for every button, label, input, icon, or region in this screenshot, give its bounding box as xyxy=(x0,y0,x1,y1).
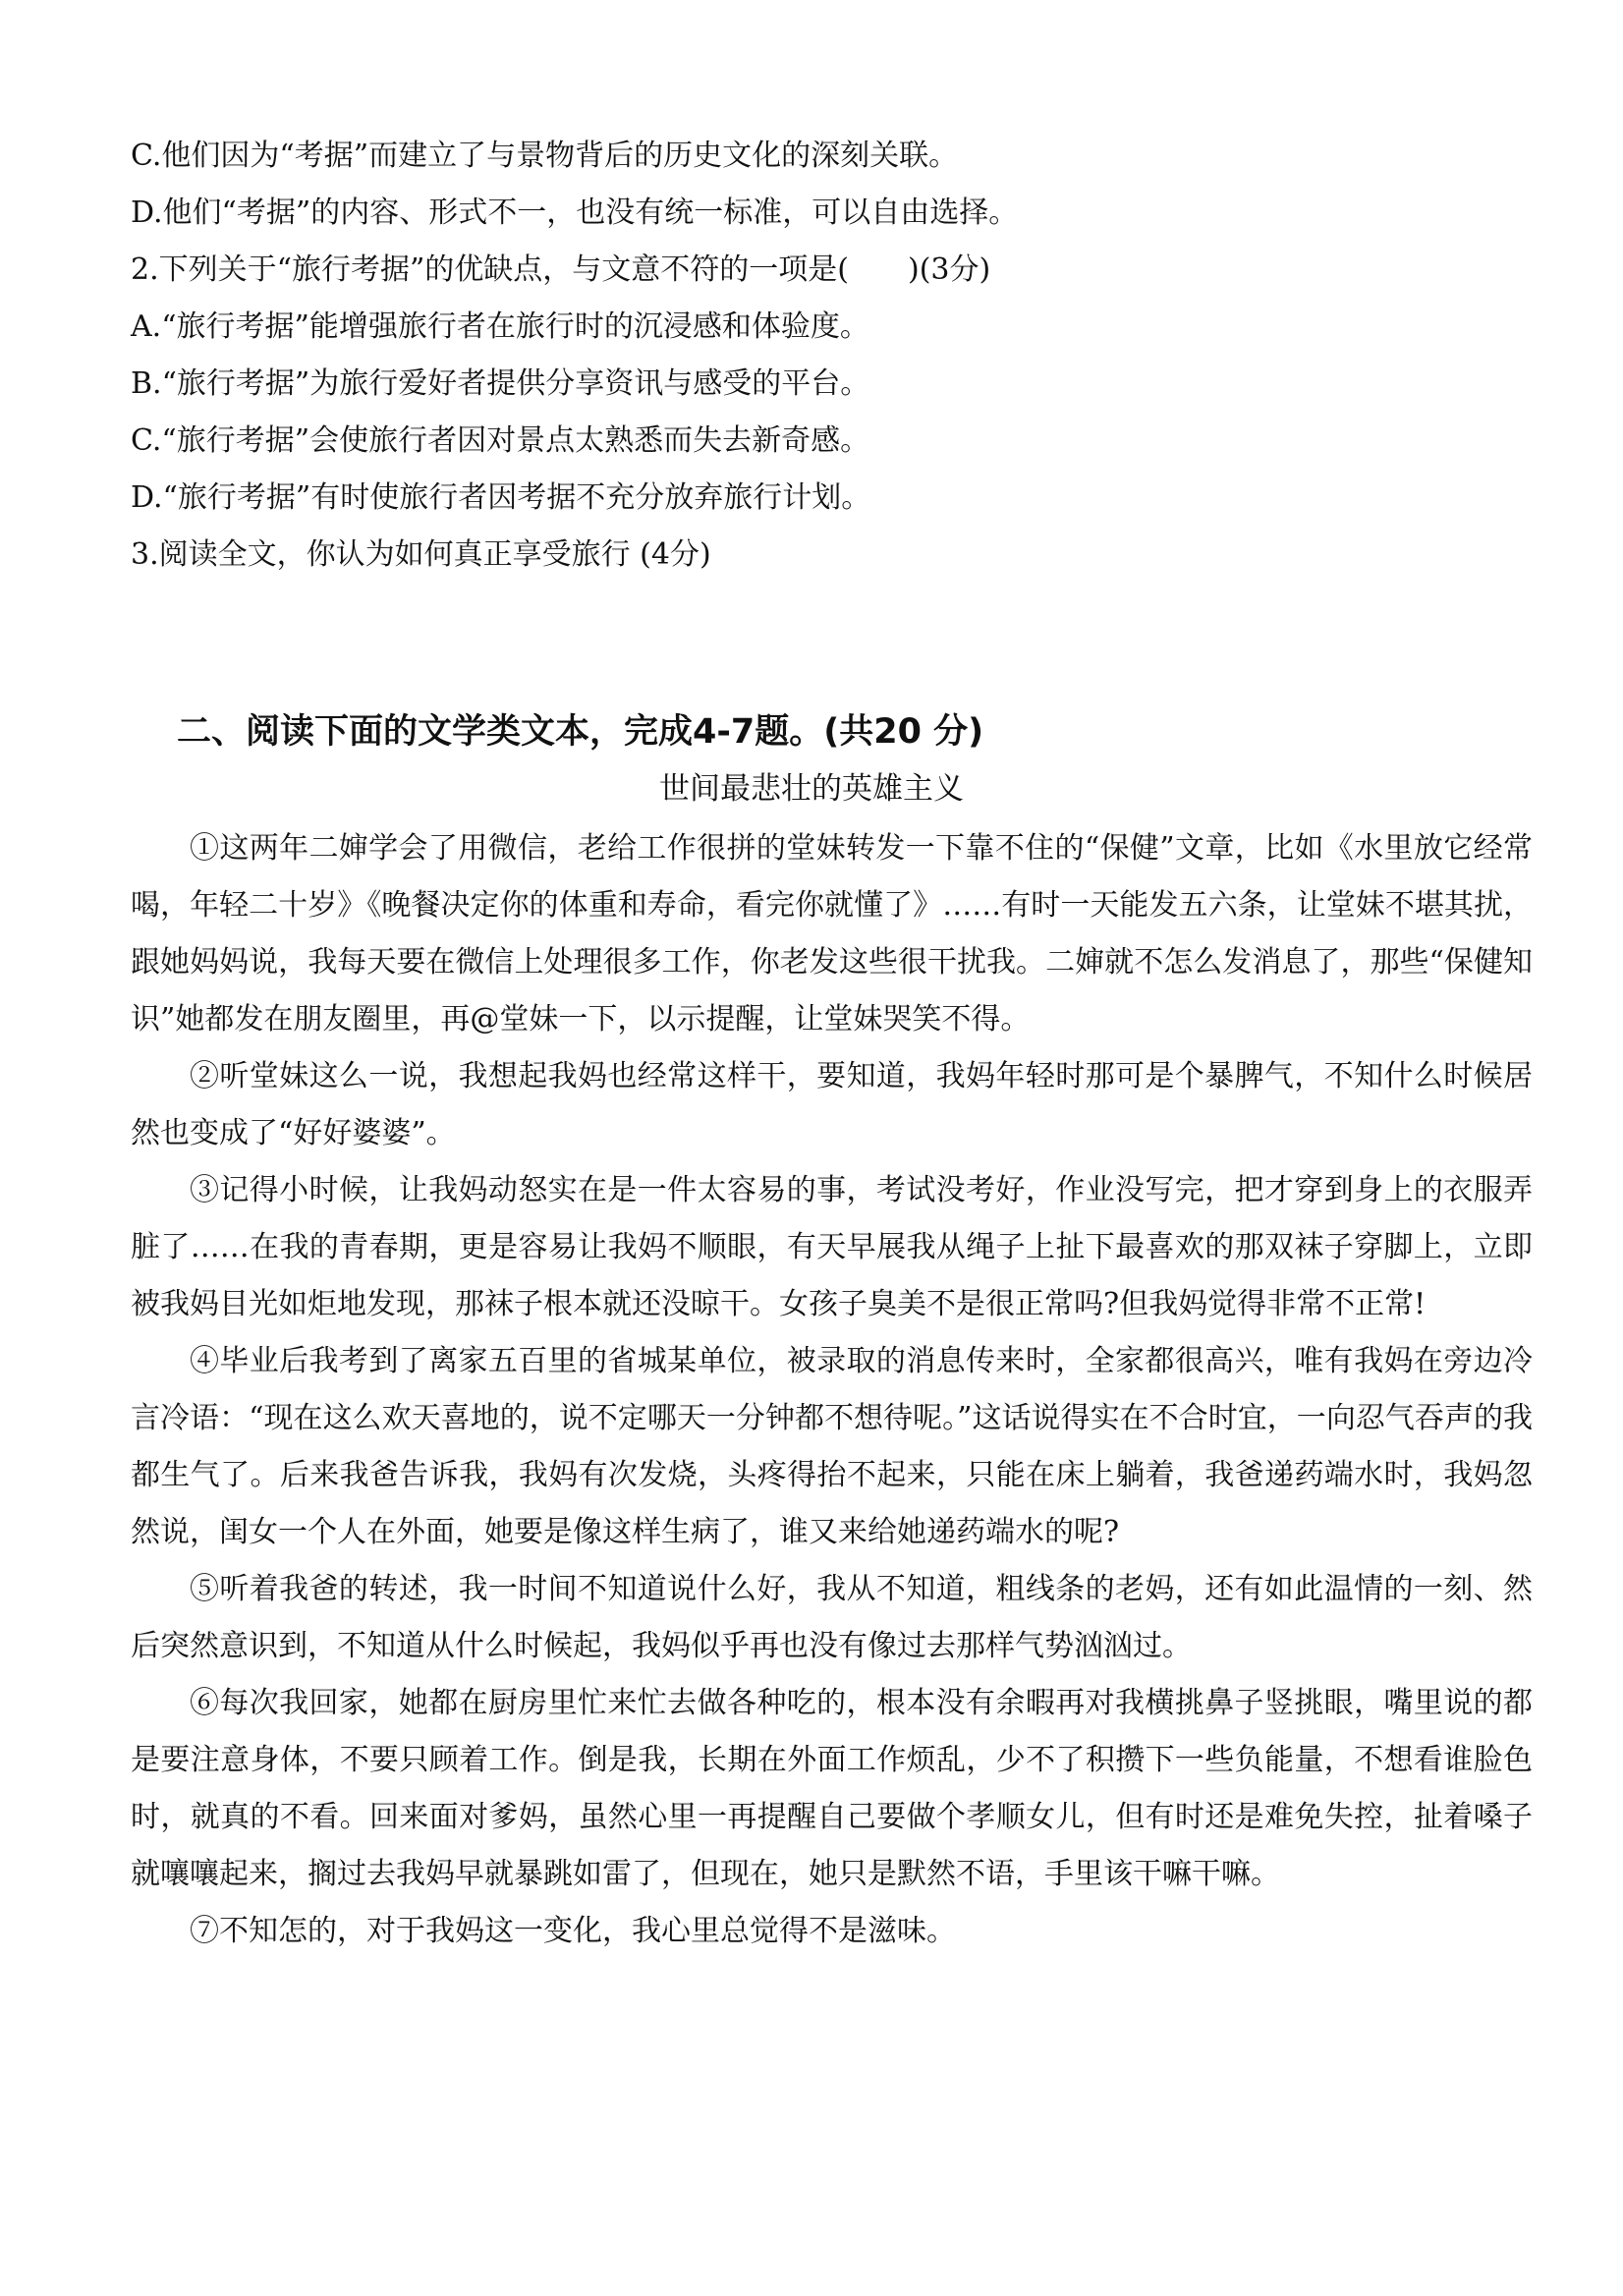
option-c-q2: C.“旅行考据”会使旅行者因对景点太熟悉而失去新奇感。 xyxy=(131,423,870,458)
option-c-q1: C.他们因为“考据”而建立了与景物背后的历史文化的深刻关联。 xyxy=(131,139,959,173)
question-2-stem: 2.下列关于“旅行考据”的优缺点，与文意不符的一项是( )(3分) xyxy=(131,252,991,287)
option-d-q1: D.他们“考据”的内容、形式不一，也没有统一标准，可以自由选择。 xyxy=(131,196,1019,230)
article-paragraph-1: ①这两年二婶学会了用微信，老给工作很拼的堂妹转发一下靠不住的“保健”文章，比如《水里放它经常喝，年轻二十岁》《晚餐决定你的体重和寿命，看完你就懂了》……有时一天能发五六条，让堂妹不堪其扰，跟她妈妈说，我每天要在微信上处理很多工作，你老发这些很干扰我。二婶就不怎么发消息了，那些“保健知识”她都发在朋友圈里，再@堂妹一下，以示提醒，让堂妹哭笑不得。 xyxy=(131,831,1533,1036)
article-paragraph-2: ②听堂妹这么一说，我想起我妈也经常这样干，要知道，我妈年轻时那可是个暴脾气，不知什么时候居然也变成了“好好婆婆”。 xyxy=(131,1059,1533,1150)
question-3-stem: 3.阅读全文，你认为如何真正享受旅行 (4分) xyxy=(131,537,711,572)
article-paragraph-6: ⑥每次我回家，她都在厨房里忙来忙去做各种吃的，根本没有余暇再对我横挑鼻子竖挑眼，嘴里说的都是要注意身体，不要只顾着工作。倒是我，长期在外面工作烦乱，少不了积攒下一些负能量，不想看谁脸色时，就真的不看。回来面对爹妈，虽然心里一再提醒自己要做个孝顺女儿，但有时还是难免失控，扯着嗓子就嚷嚷起来，搁过去我妈早就暴跳如雷了，但现在，她只是默然不语，手里该干嘛干嘛。 xyxy=(131,1686,1533,1891)
article-paragraph-4: ④毕业后我考到了离家五百里的省城某单位，被录取的消息传来时，全家都很高兴，唯有我妈在旁边冷言冷语：“现在这么欢天喜地的，说不定哪天一分钟都不想待呢。”这话说得实在不合时宜，一向忍气吞声的我都生气了。后来我爸告诉我，我妈有次发烧，头疼得抬不起来，只能在床上躺着，我爸递药端水时，我妈忽然说，闺女一个人在外面，她要是像这样生病了，谁又来给她递药端水的呢? xyxy=(131,1344,1533,1549)
article-paragraph-7: ⑦不知怎的，对于我妈这一变化，我心里总觉得不是滋味。 xyxy=(190,1914,956,1948)
question-options-block xyxy=(131,128,1506,584)
section-heading: 二、阅读下面的文学类文本，完成4-7题。(共20 分) xyxy=(177,712,984,752)
article-body xyxy=(131,820,1533,1960)
option-a-q2: A.“旅行考据”能增强旅行者在旅行时的沉浸感和体验度。 xyxy=(131,309,869,344)
article-title: 世间最悲壮的英雄主义 xyxy=(659,771,964,807)
option-d-q2: D.“旅行考据”有时使旅行者因考据不充分放弃旅行计划。 xyxy=(131,480,871,515)
article-paragraph-5: ⑤听着我爸的转述，我一时间不知道说什么好，我从不知道，粗线条的老妈，还有如此温情的一刻、然后突然意识到，不知道从什么时候起，我妈似乎再也没有像过去那样气势汹汹过。 xyxy=(131,1572,1533,1663)
article-paragraph-3: ③记得小时候，让我妈动怒实在是一件太容易的事，考试没考好，作业没写完，把才穿到身上的衣服弄脏了……在我的青春期，更是容易让我妈不顺眼，有天早展我从绳子上扯下最喜欢的那双袜子穿脚上，立即被我妈目光如炬地发现，那袜子根本就还没晾干。女孩子臭美不是很正常吗?但我妈觉得非常不正常! xyxy=(131,1173,1533,1321)
option-b-q2: B.“旅行考据”为旅行爱好者提供分享资讯与感受的平台。 xyxy=(131,366,870,401)
